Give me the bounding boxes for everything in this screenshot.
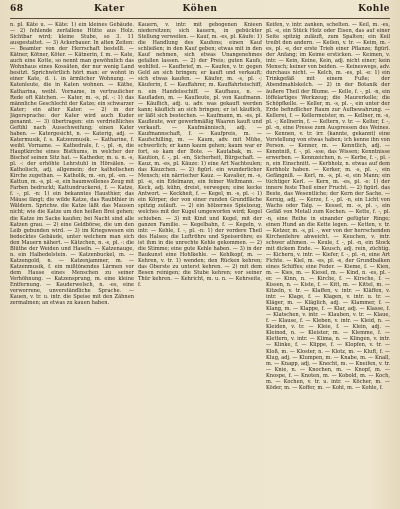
column-left: [10, 22, 134, 503]
column-right: [266, 22, 390, 503]
center-running-head: Köhen: [182, 4, 218, 14]
right-running-head: Kohle: [358, 4, 390, 14]
left-running-head: Kater: [94, 4, 125, 14]
text-columns: [10, 22, 390, 503]
column-left-text: n. pl. Käte u. — Käte: 1) ein kleines Gebäude. — 2) fehlende zerfallene Hütte aus Holz. Sichtbar wird; kleine Stube, so 3. 11 ausgestattet. — 3) Ackerbauer. In alten Zeiten: — Beamter von der Herrschaft bestellt. — Kätner, Kötner, Köter. — Kätnerin, f. m. — Kate, auch eine Kotte, so nennt man gewöhnlich das Wohnhaus eines Kossäten, der nur wenig Land besitzt. Sprichwörtlich hört man: er wohnt in einer Kate, d. i. in ärmlicher Wohnung. — Katenleute, die in Katen wohnen. — Käthe, Katharina, weibl. Vorname, in vertraulicher Rede oft Kätchen. — Kater, m. -s, pl. -: 1) das männliche Geschlecht der Katze; ein schwarzer Kater; ein alter Kater. — 2) in der Jägersprache: der Kater wird auch Kuder genannt. — 3) übertragen: ein verdrießliches Gefühl nach Ausschweifung; einen Kater haben. — Katergesicht, n. — Katerig, adj. — Katermusik, f. s. Katzenmusik. — Katharine, f. weibl. Vorname. — Kathedrale, f. -, pl. -n, die Hauptkirche eines Bisthums, in welcher der Bischof seinen Sitz hat. — Katheder, m. u. n. -s, pl. -: der erhöhte Lehrstuhl in Hörsälen. — Katholisch, adj. allgemein; der katholischen Kirche zugethan. — Katholik, m. -en, pl. -en. — Kattun, m. -s, pl. -e, ein baumwollenes Zeug mit Farben bedruckt; Kattundruckerei, f. — Katze, f. -, pl. -n: 1) ein bekanntes Hausthier, das Mäuse fängt; die wilde Katze, das Raubthier in Wäldern. Sprichw. die Katze läßt das Mausen nicht; wie die Katze um den heißen Brei gehen; die Katze im Sacke kaufen; bei Nacht sind alle Katzen grau. — 2) eine Geldbörse, die um den Leib gebunden wird. — 3) im Kriegswesen ein bedecktes Gebäude, unter welchem man sich den Mauern nähert. — Kätzchen, n. -s, pl. -: die Blüthe der Weiden und Haseln. — Katzenauge, n. ein Halbedelstein. — Katzenbuckel, m. — Katzengold, n. — Katzenjammer, m. — Katzenmusik, f. ein mißtönendes Lärmen vor dem Hause eines Menschen zu seiner Verhöhnung. — Katzensprung, m. eine kleine Entfernung. — Kauderwelsch, n. -es, eine verworrene, unverständliche Sprache. — Kauen, v. tr. u. intr. die Speise mit den Zähnen zermalmen; an etwas zu kauen haben.: [10, 22, 134, 307]
page-number: 68: [10, 4, 24, 14]
header-rule: [10, 18, 390, 19]
column-middle: [138, 22, 262, 503]
column-right-text: Keifen, v. intr. zanken, schelten. — Keil, m. -es, pl. -e, ein Stück Holz oder Eisen, das auf einer Seite spitzig zuläuft, zum Spalten; ein Keil treibt den andern. — Keilen, v. tr. — Keim, m. -es, pl. -e, der erste Trieb einer Pflanze; figürl. der Anfang; im Keime ersticken. — Keimen, v. intr. — Kein, Keine, Kein, adj. nicht einer; kein Mensch; keiner von beiden. — Keineswegs, adv. durchaus nicht. — Kelch, m. -es, pl. -e: 1) ein Trinkgefäß mit einem Fuße; der Abendmahlskelch. — 2) in der Botanik der äußere Theil der Blume. — Kelle, f. -, pl. -n, ein löffelartiges Werkzeug; die Maurerkelle; die Schöpfkelle. — Keller, m. -s, pl. -, ein unter der Erde befindlicher Raum zur Aufbewahrung. — Kellerei, f. — Kellermeister, m. — Kellner, m. -s, pl. -; Kellnerin, f. — Keltern, v. tr. — Kelter, f. -, pl. -n, eine Presse zum Auspressen des Weines. — Kennen, v. tr. irr. (kannte, gekannt) eine Vorstellung von etwas haben; ich kenne ihn von Person. — Kenner, m. — Kenntlich, adj. — Kenntniß, f. -, pl. -sse, das Wissen; Kenntnisse erwerben. — Kennzeichen, n. — Kerbe, f. -, pl. -n, ein Einschnitt. — Kerbholz, n. etwas auf dem Kerbholz haben. — Kerker, m. -s, pl. -, ein Gefängniß. — Kerl, m. -s, pl. -e, ein Mann; ein tüchtiger Kerl. — Kern, m. -es, pl. -e: 1) der innere feste Theil einer Frucht. — 2) figürl. das Beste, das Wesentliche; der Kern der Sache. — Kernig, adj. — Kerze, f. -, pl. -n, ein Licht von Wachs oder Talg. — Kessel, m. -s, pl. -, ein Gefäß von Metall zum Kochen. — Kette, f. -, pl. -n, eine Reihe in einander gefügter Ringe; einen Hund an die Kette legen. — Ketten, v. tr. — Ketzer, m. -s, pl. -, wer von der herrschenden Kirchenlehre abweicht. — Keuchen, v. intr. schwer athmen. — Keule, f. -, pl. -n, ein Stock mit dickem Ende. — Keusch, adj. rein, züchtig. — Kichern, v. intr. — Kiefer, f. -, pl. -n, eine Art Fichte. — Kiel, m. -es, pl. -e, der Grundbalken eines Schiffes; eine Feder. — Kieme, f. — Kien, m. — Kies, m. — Kiesel, m. — Kind, n. -es, pl. -er. — Kinn, n. — Kirche, f. — Kirsche, f. — Kissen, n. — Kiste, f. — Kitt, m. — Kittel, m. — Kitzeln, v. tr. — Klaffen, v. intr. — Kläffen, v. intr. — Klage, f. — Klagen, v. intr. u. tr. — Kläger, m. — Kläglich, adj. — Klammer, f. — Klang, m. — Klappe, f. — Klar, adj. — Klasse, f. — Klatschen, v. intr. — Klauben, v. tr. — Klaue, f. — Klause, f. — Kleben, v. intr. — Kleid, n. — Kleiden, v. tr. — Kleie, f. — Klein, adj. — Kleinod, n. — Kleister, m. — Klemme, f. — Klettern, v. intr. — Klima, n. — Klingen, v. intr. — Klinke, f. — Klippe, f. — Klopfen, v. tr. — Kloß, m. — Kloster, n. — Klotz, m. — Kluft, f. — Klug, adj. — Klumpen, m. — Knabe, m. — Knall, m. — Knapp, adj. — Knecht, m. — Kneifen, v. tr. — Knie, n. — Knochen, m. — Knopf, m. — Knospe, f. — Knoten, m. — Kobold, m. — Koch, m. — Kochen, v. tr. u. intr. — Köcher, m. — Köder, m. — Koffer, m. — Kohl, m. — Kohle, f.: [266, 22, 390, 391]
column-middle-text: Kauern, v. intr. mit gebogenen Knieen niedersitzen; sich kauern, in gebückter Stellung verweilen. — Kauf, m. -es, pl. Käufe: 1) die Handlung des Kaufens; einen Kauf schließen; in den Kauf geben; etwas mit in den Kauf nehmen, sich etwas Unangenehmes gefallen lassen. — 2) der Preis; guten Kaufs, wohlfeil. — Kaufbrief, m. — Kaufen, v. tr. gegen Geld an sich bringen; er kauft und verkauft; sich etwas kaufen. — Käufer, m. -s, pl. -; Käuferin, f. — Kauffahrer, m. Kauffahrteischiff, n. ein Handelsschiff. — Kaufhaus, n. — Kaufladen, m. — Kaufleute, pl. von Kaufmann. — Käuflich, adj. u. adv. was gekauft werden kann; käuflich an sich bringen; er ist käuflich, er läßt sich bestechen. — Kaufmann, m. -es, pl. Kaufleute, wer gewerbmäßig Waaren kauft und verkauft. — Kaufmännisch, adj. — Kaufmannschaft, f. — Kaufpreis, m. — Kaufschilling, m. — Kaum, adv. mit Mühe, schwerlich; er kann kaum gehen; kaum war er fort, so kam der Bote. — Kautabak, m. — Kaution, f. -, pl. -en, Sicherheit, Bürgschaft. — Kauz, m. -es, pl. Käuze: 1) eine Art Nachteulen; das Käuzchen. — 2) figürl. ein wunderlicher Mensch; ein närrischer Kauz. — Kavalier, m. -s, pl. -e, ein Edelmann, ein feiner Weltmann. — Keck, adj. kühn, dreist, verwegen; eine kecke Antwort. — Keckheit, f. — Kegel, m. -s, pl. -: 1) ein Körper, der von einer runden Grundfläche spitzig zuläuft. — 2) ein hölzernes Spielzeug, welches mit der Kugel umgeworfen wird; Kegel schieben. — 3) mit Kind und Kegel, mit der ganzen Familie. — Kegelbahn, f. — Kegeln, v. intr. — Kehle, f. -, pl. -n: 1) der vordere Theil des Halses; die Luftröhre und Speiseröhre; es ist ihm in die unrechte Kehle gekommen. — 2) die Stimme; eine gute Kehle haben. — 3) in der Baukunst eine Hohlkehle. — Kehlkopf, m. — Kehren, v. tr. 1) wenden; den Rücken kehren; das Oberste zu unterst kehren. — 2) mit dem Besen reinigen; die Stube kehren; vor seiner Thür kehren. — Kehricht, m. u. n. — Kehrseite, f.: [138, 22, 262, 289]
